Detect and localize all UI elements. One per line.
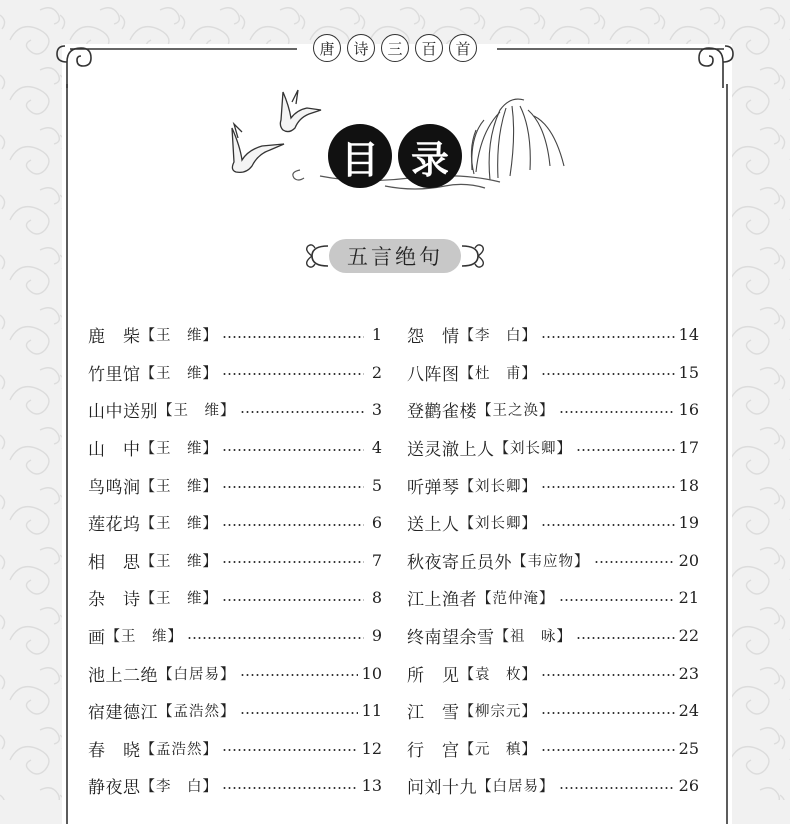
poem-title: 听弹琴 (407, 477, 460, 498)
dot-leader (541, 336, 675, 338)
page-number: 6 (371, 513, 382, 533)
toc-column-left (88, 316, 382, 805)
poem-author: 【范仲淹】 (477, 591, 555, 608)
poem-title: 送上人 (407, 515, 460, 536)
poem-title: 登鹳雀楼 (407, 402, 477, 423)
poem-author: 【李 白】 (459, 328, 537, 345)
dot-leader (222, 524, 364, 526)
toc-entry[interactable] (407, 692, 699, 730)
toc-entry[interactable] (88, 617, 382, 655)
poem-title: 宿建德江 (88, 703, 158, 724)
toc-entry[interactable] (88, 354, 382, 392)
toc-entry[interactable] (407, 391, 699, 429)
dot-leader (541, 712, 675, 714)
toc-entry[interactable] (88, 542, 382, 580)
toc-entry[interactable] (407, 542, 699, 580)
toc-entry[interactable] (407, 316, 699, 354)
poem-title: 行 宫 (407, 740, 460, 761)
cloud-scroll-ornament (293, 170, 500, 189)
poem-author: 【王 维】 (140, 441, 218, 458)
dot-leader (187, 637, 364, 639)
toc-entry[interactable] (88, 466, 382, 504)
poem-title: 怨 情 (407, 327, 460, 348)
page-number: 20 (678, 550, 699, 570)
toc-entry[interactable] (88, 692, 382, 730)
toc-entry[interactable] (407, 617, 699, 655)
poem-author: 【杜 甫】 (459, 365, 537, 382)
toc-entry[interactable] (88, 429, 382, 467)
poem-author: 【王之涣】 (477, 403, 555, 420)
heading-illustration (0, 0, 790, 220)
poem-title: 秋夜寄丘员外 (407, 552, 512, 573)
heading-char-circle: 目 (328, 124, 392, 188)
section-title: 五言绝句 (329, 239, 461, 273)
book-title-char: 百 (415, 34, 443, 62)
page-number: 14 (678, 325, 699, 345)
poem-author: 【祖 咏】 (494, 629, 572, 646)
toc-column-right (407, 316, 699, 805)
page-number: 25 (678, 738, 699, 758)
poem-title: 山中送别 (88, 402, 158, 423)
page-number: 18 (678, 475, 699, 495)
poem-title: 江 雪 (407, 703, 460, 724)
poem-author: 【白居易】 (477, 779, 555, 796)
toc-entry[interactable] (88, 316, 382, 354)
page-number: 11 (361, 701, 382, 721)
dot-leader (559, 787, 675, 789)
poem-title: 八阵图 (407, 364, 460, 385)
book-title-char: 唐 (313, 34, 341, 62)
page-number: 24 (678, 701, 699, 721)
toc-entry[interactable] (407, 466, 699, 504)
dot-leader (222, 373, 364, 375)
book-title-header (0, 34, 790, 62)
page-number: 5 (371, 475, 382, 495)
poem-title: 江上渔者 (407, 590, 477, 611)
toc-entry[interactable] (407, 504, 699, 542)
dot-leader (559, 599, 675, 601)
dot-leader (541, 486, 675, 488)
willow-tree-illustration (471, 99, 564, 180)
poem-author: 【王 维】 (140, 516, 218, 533)
poem-title: 终南望余雪 (407, 628, 495, 649)
poem-title: 莲花坞 (88, 515, 141, 536)
toc-entry[interactable] (407, 579, 699, 617)
page-number: 7 (371, 550, 382, 570)
poem-author: 【孟浩然】 (140, 741, 218, 758)
toc-entry[interactable] (88, 391, 382, 429)
poem-title: 问刘十九 (407, 778, 477, 799)
page-number: 19 (678, 513, 699, 533)
page-number: 1 (371, 325, 382, 345)
toc-entry[interactable] (407, 654, 699, 692)
dot-leader (240, 674, 358, 676)
poem-author: 【刘长卿】 (459, 516, 537, 533)
dot-leader (222, 561, 364, 563)
page-number: 8 (371, 588, 382, 608)
page-number: 2 (371, 362, 382, 382)
dot-leader (541, 524, 675, 526)
section-scroll-right (460, 240, 490, 272)
page-number: 13 (361, 776, 382, 796)
page-number: 15 (678, 362, 699, 382)
poem-author: 【王 维】 (140, 553, 218, 570)
dot-leader (576, 449, 675, 451)
poem-author: 【白居易】 (158, 666, 236, 683)
poem-author: 【李 白】 (140, 779, 218, 796)
poem-title: 鹿 柴 (88, 327, 141, 348)
page-number: 4 (371, 438, 382, 458)
poem-author: 【韦应物】 (512, 553, 590, 570)
poem-author: 【王 维】 (140, 591, 218, 608)
book-title-char: 诗 (347, 34, 375, 62)
poem-author: 【袁 枚】 (459, 666, 537, 683)
poem-author: 【王 维】 (158, 403, 236, 420)
dot-leader (240, 712, 358, 714)
toc-entry[interactable] (407, 354, 699, 392)
dot-leader (594, 561, 675, 563)
poem-author: 【柳宗元】 (459, 704, 537, 721)
toc-entry[interactable] (88, 654, 382, 692)
swallow-birds-illustration (232, 90, 321, 172)
book-title-char: 三 (381, 34, 409, 62)
page-number: 12 (361, 738, 382, 758)
dot-leader (222, 336, 364, 338)
page-number: 22 (678, 626, 699, 646)
dot-leader (222, 486, 364, 488)
page-number: 21 (678, 588, 699, 608)
poem-title: 送灵澈上人 (407, 440, 495, 461)
dot-leader (576, 637, 675, 639)
poem-author: 【刘长卿】 (494, 441, 572, 458)
poem-title: 画 (88, 628, 106, 649)
toc-entry[interactable] (88, 579, 382, 617)
dot-leader (541, 373, 675, 375)
book-title-char: 首 (449, 34, 477, 62)
section-scroll-left (300, 240, 330, 272)
toc-entry[interactable] (88, 767, 382, 805)
toc-entry[interactable] (407, 730, 699, 768)
dot-leader (222, 599, 364, 601)
poem-title: 所 见 (407, 665, 460, 686)
poem-title: 静夜思 (88, 778, 141, 799)
poem-author: 【孟浩然】 (158, 704, 236, 721)
poem-title: 鸟鸣涧 (88, 477, 141, 498)
dot-leader (541, 674, 675, 676)
poem-title: 山 中 (88, 440, 141, 461)
dot-leader (222, 449, 364, 451)
toc-entry[interactable] (407, 767, 699, 805)
dot-leader (559, 411, 675, 413)
poem-title: 池上二绝 (88, 665, 158, 686)
poem-title: 春 晓 (88, 740, 141, 761)
page-number: 26 (678, 776, 699, 796)
dot-leader (222, 749, 358, 751)
poem-title: 相 思 (88, 552, 141, 573)
page-number: 16 (678, 400, 699, 420)
poem-author: 【刘长卿】 (459, 478, 537, 495)
page-number: 23 (678, 663, 699, 683)
poem-title: 竹里馆 (88, 364, 141, 385)
poem-author: 【王 维】 (140, 328, 218, 345)
page-number: 3 (371, 400, 382, 420)
toc-entry[interactable] (88, 504, 382, 542)
toc-entry[interactable] (407, 429, 699, 467)
poem-author: 【王 维】 (140, 365, 218, 382)
poem-author: 【元 稹】 (459, 741, 537, 758)
page-number: 17 (678, 438, 699, 458)
poem-author: 【王 维】 (105, 629, 183, 646)
dot-leader (240, 411, 365, 413)
page-number: 10 (361, 663, 382, 683)
poem-title: 杂 诗 (88, 590, 141, 611)
poem-author: 【王 维】 (140, 478, 218, 495)
heading-char-circle: 录 (398, 124, 462, 188)
dot-leader (222, 787, 358, 789)
dot-leader (541, 749, 675, 751)
page-number: 9 (371, 626, 382, 646)
toc-entry[interactable] (88, 730, 382, 768)
